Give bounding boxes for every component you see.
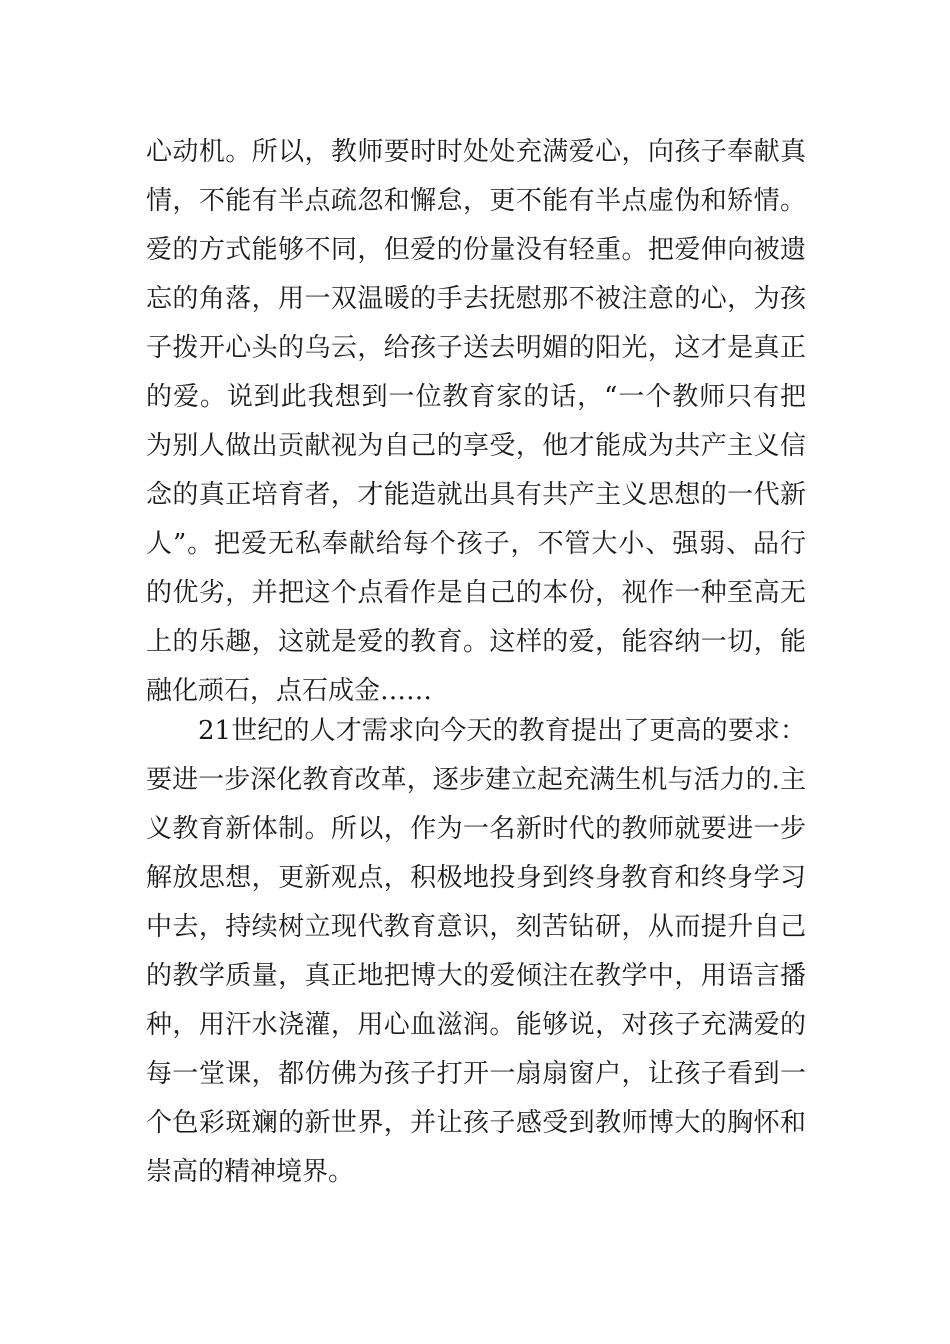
paragraph-line: 子拨开心头的乌云，给孩子送去明媚的阳光，这才是真正 bbox=[146, 333, 806, 363]
paragraph-line: 种，用汗水浇灌，用心血滋润。能够说，对孩子充满爱的 bbox=[146, 1010, 806, 1040]
paragraph-line: 崇高的精神境界。 bbox=[146, 1157, 355, 1187]
paragraph-line: 要进一步深化教育改革，逐步建立起充满生机与活力的.主 bbox=[146, 765, 806, 795]
paragraph-line: 爱的方式能够不同，但爱的份量没有轻重。把爱伸向被遗 bbox=[146, 235, 806, 265]
paragraph-line: 情，不能有半点疏忽和懈怠，更不能有半点虚伪和矫情。 bbox=[146, 186, 806, 216]
paragraph-line: 义教育新体制。所以，作为一名新时代的教师就要进一步 bbox=[146, 814, 806, 844]
paragraph-line: 中去，持续树立现代教育意识，刻苦钻研，从而提升自己 bbox=[146, 912, 806, 942]
paragraph-line: 心动机。所以，教师要时时处处充满爱心，向孩子奉献真 bbox=[146, 137, 806, 167]
paragraph-line: 的爱。说到此我想到一位教育家的话，“一个教师只有把 bbox=[146, 382, 806, 412]
paragraph-line: 个色彩斑斓的新世界，并让孩子感受到教师博大的胸怀和 bbox=[146, 1108, 806, 1138]
paragraph-line: 的优劣，并把这个点看作是自己的本份，视作一种至高无 bbox=[146, 578, 806, 608]
paragraph-line: 念的真正培育者，才能造就出具有共产主义思想的一代新 bbox=[146, 480, 806, 510]
paragraph-line: 人”。把爱无私奉献给每个孩子，不管大小、强弱、品行 bbox=[146, 529, 806, 559]
paragraph-line: 每一堂课，都仿佛为孩子打开一扇扇窗户，让孩子看到一 bbox=[146, 1059, 806, 1089]
paragraph-line: 21世纪的人才需求向今天的教育提出了更高的要求： bbox=[198, 716, 806, 746]
paragraph-line: 上的乐趣，这就是爱的教育。这样的爱，能容纳一切，能 bbox=[146, 627, 806, 657]
paragraph-line: 解放思想，更新观点，积极地投身到终身教育和终身学习 bbox=[146, 863, 806, 893]
paragraph-1 bbox=[146, 128, 806, 716]
paragraph-line: 的教学质量，真正地把博大的爱倾注在教学中，用语言播 bbox=[146, 961, 806, 991]
paragraph-line: 融化顽石，点石成金…… bbox=[146, 676, 433, 706]
paragraph-2 bbox=[146, 707, 806, 1197]
paragraph-line: 忘的角落，用一双温暖的手去抚慰那不被注意的心，为孩 bbox=[146, 284, 806, 314]
paragraph-line: 为别人做出贡献视为自己的享受，他才能成为共产主义信 bbox=[146, 431, 806, 461]
